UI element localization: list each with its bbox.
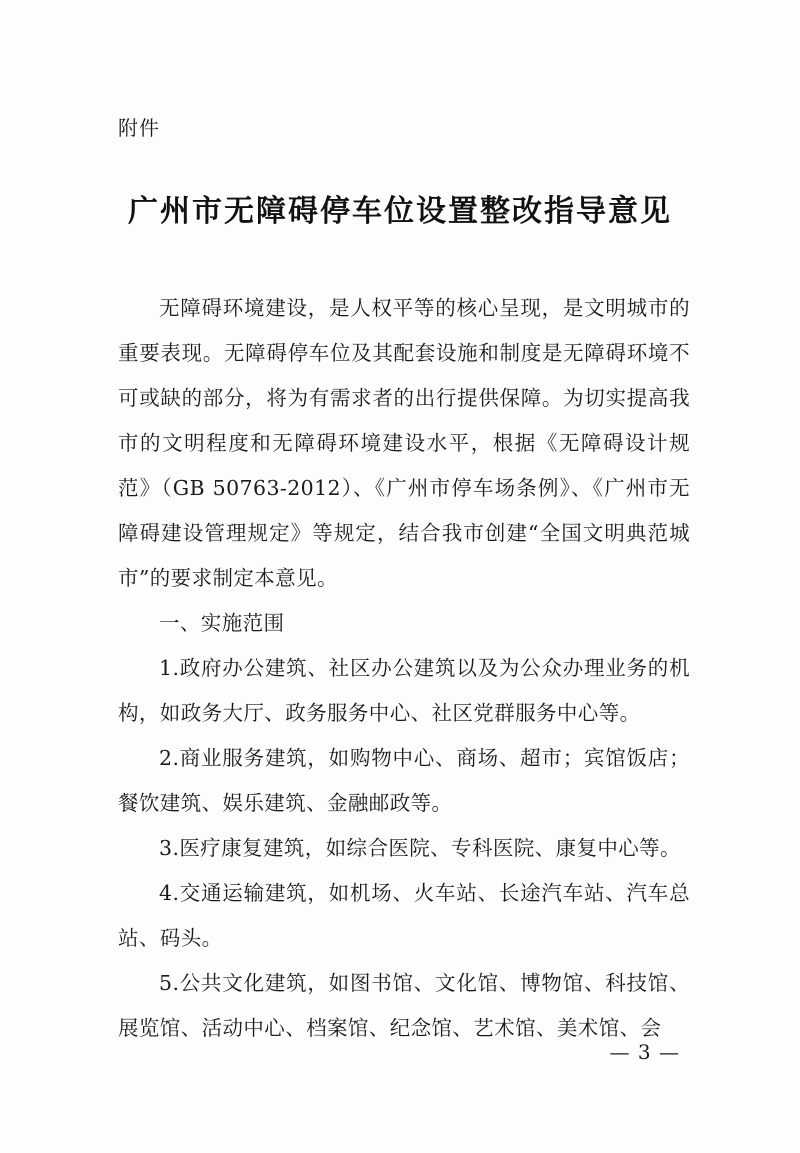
document-title: 广州市无障碍停车位设置整改指导意见 (128, 194, 672, 229)
section-heading-scope: 一、实施范围 (159, 611, 285, 635)
document-body (118, 286, 690, 1051)
scope-item-5: 5.公共文化建筑，如图书馆、文化馆、博物馆、科技馆、展览馆、活动中心、档案馆、纪念馆、艺术馆、美术馆、会 (118, 971, 690, 1040)
scope-item-2: 2.商业服务建筑，如购物中心、商场、超市；宾馆饭店；餐饮建筑、娱乐建筑、金融邮政等。 (118, 746, 690, 815)
scope-item-3: 3.医疗康复建筑，如综合医院、专科医院、康复中心等。 (159, 836, 681, 860)
attachment-label: 附件 (118, 116, 160, 140)
intro-paragraph: 无障碍环境建设，是人权平等的核心呈现，是文明城市的重要表现。无障碍停车位及其配套设施和制度是无障碍环境不可或缺的部分，将为有需求者的出行提供保障。为切实提高我市的文明程度和无障碍环境建设水平，根据《无障碍设计规范》（GB 50763-2012）、《广州市停车场条例》、《广州市无障碍建设管理规定》等规定，结合我市创建“全国文明典范城市”的要求制定本意见。 (118, 296, 690, 590)
scope-item-1: 1.政府办公建筑、社区办公建筑以及为公众办理业务的机构，如政务大厅、政务服务中心、社区党群服务中心等。 (118, 656, 690, 725)
scope-item-4: 4.交通运输建筑，如机场、火车站、长途汽车站、汽车总站、码头。 (118, 881, 690, 950)
page-number: — 3 — (609, 1040, 680, 1064)
